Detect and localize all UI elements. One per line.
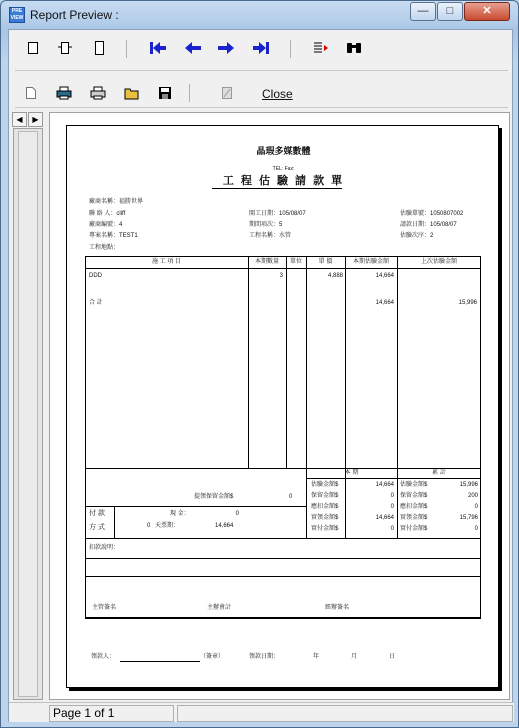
summary-total-label: 應扣金額$ [400,504,428,510]
summary-total-head: 累 計 [432,470,446,476]
header-unit: 單位 [289,259,302,265]
single-page-icon[interactable] [21,37,45,59]
client-area [8,29,513,722]
row-price: 4,888 [327,273,343,279]
footer-applicant: 領款人： [91,654,116,660]
req-date: 請款日期：105/08/07 [400,222,457,228]
scroll-left-button[interactable]: ◀ [12,112,27,127]
summary-total-label: 實付金額$ [400,526,428,532]
summary-current-label: 保留金額$ [311,493,339,499]
footer-day: 日 [389,654,396,660]
summary-total-label: 保留金額$ [400,493,428,499]
sig-manager: 主管簽名 [92,605,117,611]
first-page-icon[interactable] [146,37,170,59]
summary-total-value: 15,796 [459,515,478,521]
summary-current-head: 本 期 [344,470,359,476]
row-current: 14,664 [375,273,394,279]
check-prefix: 0 [147,523,151,529]
summary-current-value: 0 [390,493,394,499]
sig-accounting: 主辦會計 [207,605,232,611]
minimize-button[interactable]: — [410,2,436,21]
summary-current-value: 14,664 [375,482,394,488]
header-previous: 上次估驗金額 [420,259,457,265]
last-page-icon[interactable] [249,37,273,59]
next-page-icon[interactable] [214,37,238,59]
save-disk-icon[interactable] [153,82,177,104]
summary-total-value: 0 [474,526,478,532]
status-bar [9,702,514,722]
tel-fax: TEL: Fax: [272,166,295,172]
summary-current-value: 0 [390,504,394,510]
retention-value: 0 [289,494,293,500]
toolbar-navigation [9,32,512,68]
row-qty: 3 [279,273,283,279]
scroll-right-button[interactable]: ▶ [28,112,43,127]
check-label: 天票期： [155,523,180,529]
contact: 聯 絡 人：cliff [89,211,126,217]
items-table [85,256,481,618]
summary-current-value: 14,664 [375,515,394,521]
row-item: DDD [89,273,102,279]
summary-current-value: 0 [390,526,394,532]
site: 工程地點： [89,245,120,251]
go-to-page-icon[interactable] [309,37,333,59]
page-width-icon[interactable] [53,37,77,59]
page-indicator: Page 1 of 1 [49,705,174,722]
summary-total-label: 估驗金額$ [400,482,428,488]
new-page-icon[interactable] [19,82,43,104]
est-no: 估驗單號：1050807002 [400,211,464,217]
sig-clerk: 經辦簽名 [325,605,350,611]
summary-current-label: 應扣金額$ [311,504,339,510]
remark-label: 扣款說明： [89,545,120,551]
status-empty [177,705,513,722]
company-name: 晶瑕多媒數體 [256,146,311,156]
preview-area[interactable] [49,112,510,700]
cash-label: 現 金： [170,511,190,517]
footer-stamp: （簽章） [200,654,225,660]
header-qty: 本期數量 [254,259,279,265]
previous-page-icon[interactable] [181,37,205,59]
header-current: 本期估驗金額 [352,259,389,265]
close-window-button[interactable]: ✕ [464,2,510,21]
summary-total-value: 15,996 [459,482,478,488]
total-previous: 15,996 [458,300,477,306]
app-icon: PRE VIEW [10,8,24,21]
printer-icon[interactable] [86,82,110,104]
export-disabled-icon[interactable] [215,82,239,104]
maximize-button[interactable]: □ [437,2,463,21]
start-date: 開工日期：105/08/07 [249,211,306,217]
vendor-name: 廠商名稱：福勝世界 [89,199,144,205]
find-binoculars-icon[interactable] [342,37,366,59]
est-times: 估驗次序：2 [400,233,434,239]
summary-current-label: 實付金額$ [311,526,339,532]
summary-current-label: 估驗金額$ [311,482,339,488]
open-folder-icon[interactable] [120,82,144,104]
title-bar[interactable] [1,1,518,29]
report-page [66,125,499,688]
period: 期間項次：5 [249,222,283,228]
summary-total-label: 實領金額$ [400,515,428,521]
footer-year: 年 [313,654,320,660]
check-value: 14,664 [215,523,234,529]
total-current: 14,664 [375,300,394,306]
proj-name: 工程名稱：水管 [249,233,292,239]
summary-current-label: 實領金額$ [311,515,339,521]
close-button[interactable]: Close [262,87,293,101]
print-setup-icon[interactable] [52,82,76,104]
summary-total-value: 0 [474,504,478,510]
cash-value: 0 [235,511,239,517]
window-title: Report Preview : [30,8,119,22]
document-title: 工 程 估 驗 請 款 單 [222,175,345,187]
pay-label-2: 方 式 [89,524,105,531]
thumbnail-panel[interactable] [13,128,43,700]
total-label: 合 計 [89,300,103,306]
footer-date: 領款日期： [249,654,280,660]
summary-total-value: 200 [467,493,478,499]
project-name: 專案名稱：TEST1 [89,233,138,239]
pay-label-1: 付 款 [89,510,105,517]
header-price: 單 價 [318,259,333,265]
vendor-no: 廠商編號：4 [89,222,123,228]
retention-label: 提領保留金額$ [194,494,234,500]
header-item: 施 工 項 目 [151,259,181,265]
footer-month: 月 [351,654,358,660]
full-page-icon[interactable] [87,37,111,59]
